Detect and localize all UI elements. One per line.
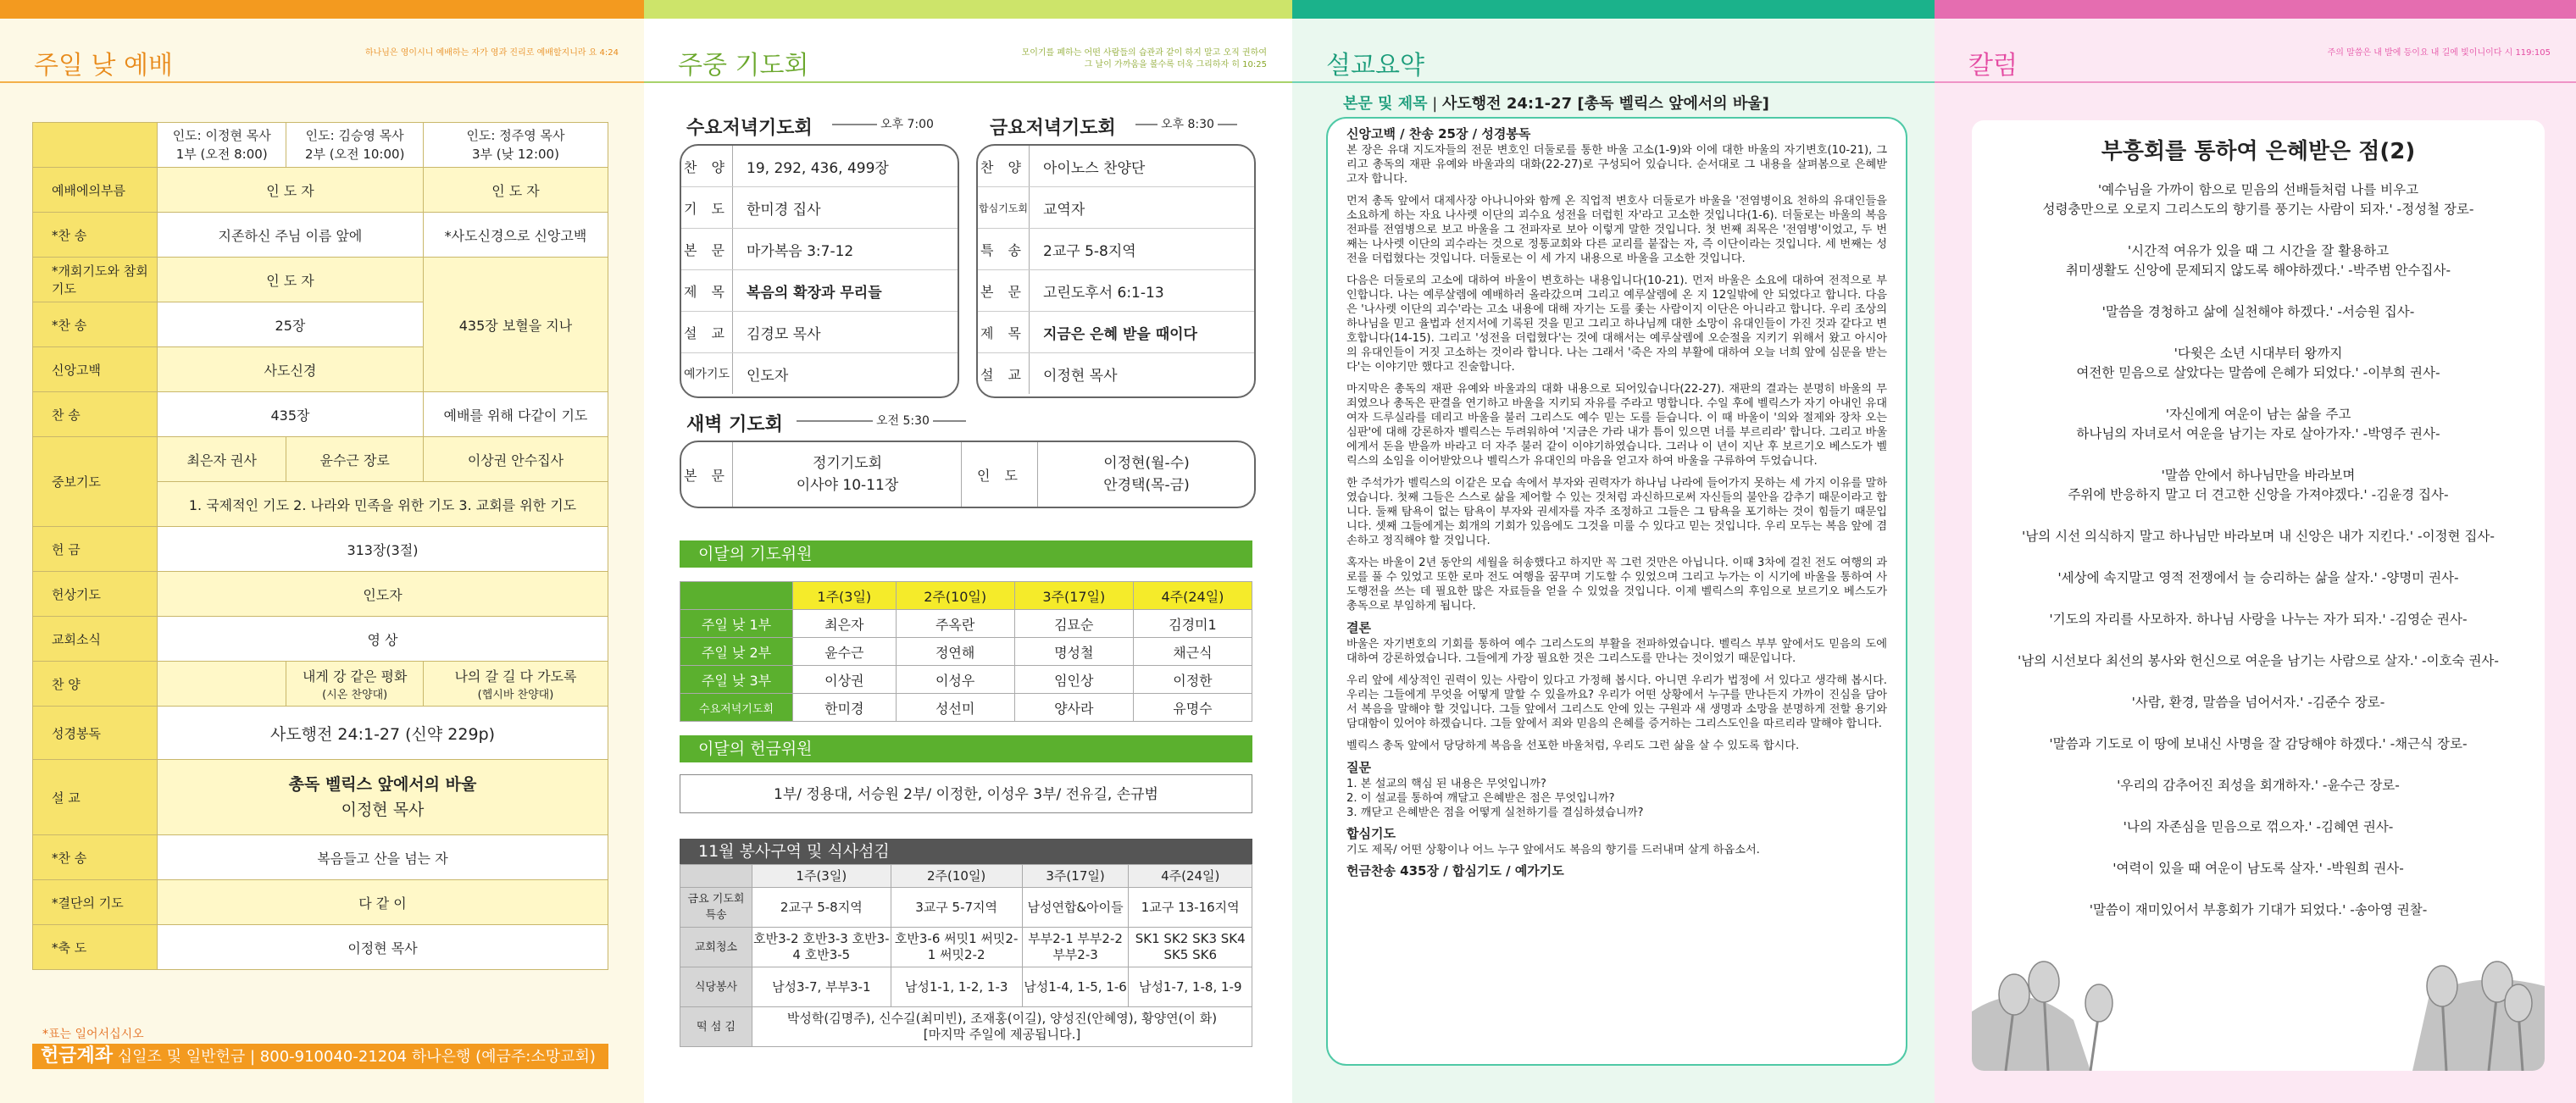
- table-row: 1주(3일) 2주(10일) 3주(17일) 4주(24일): [680, 865, 1252, 888]
- testimony-item: '나의 자존심을 믿음으로 꺾으자.' -김혜연 권사-: [2123, 819, 2394, 834]
- table-row: *찬 송 지존하신 주님 이름 앞에 *사도신경으로 신앙고백: [33, 213, 608, 258]
- column-panel: [1935, 0, 2576, 1103]
- sermon-heading: 본문 및 제목 | 사도행전 24:1-27 [총독 벨릭스 앞에서의 바울]: [1343, 95, 1769, 113]
- table-row: 예배에의부름 인 도 자 인 도 자: [33, 168, 608, 213]
- panel-topbar: [0, 0, 644, 19]
- table-row: 성경봉독 사도행전 24:1-27 (신약 229p): [33, 707, 608, 760]
- table-row: 중보기도 최은자 권사 윤수근 장로 이상권 안수집사: [33, 437, 608, 482]
- prayer-committee-title: 이달의 기도위원: [680, 540, 1252, 568]
- dawn-title: 새벽 기도회: [686, 414, 783, 435]
- divider: [0, 81, 644, 83]
- prayer-committee-table: [680, 581, 1252, 722]
- offering-committee-title: 이달의 헌금위원: [680, 735, 1252, 762]
- table-row: 교회청소 호반3-2 호반3-3 호반3-4 호반3-5 호반3-6 써밋1 써밋2-1 써밋2-2 부부2-1 부부2-2 부부2-3 SK1 SK2 SK3 SK4 SK5 SK6: [680, 928, 1252, 967]
- table-row: *개회기도와 참회기도 인 도 자 435장 보혈을 지나: [33, 258, 608, 302]
- table-row: 헌상기도 인도자: [33, 572, 608, 617]
- service-1-header: 인도: 이정현 목사 1부 (오전 8:00): [158, 123, 286, 168]
- table-row: 주일 낮 2부 윤수근 정연해 명성철 채근식: [680, 638, 1252, 666]
- testimony-item: '말씀과 기도로 이 땅에 보내신 사명을 잘 감당해야 하겠다.' -채근식 장로-: [2049, 736, 2468, 751]
- testimony-item: '기도의 자리를 사모하자. 하나님 사랑을 나누는 자가 되자.' -김영순 권사-: [2049, 612, 2468, 627]
- table-row: 신앙고백 사도신경: [33, 347, 608, 392]
- testimony-item: '예수님을 가까이 함으로 믿음의 선배들처럼 나를 비우고 성령충만으로 오로지 그리스도의 향기를 풍기는 사람이 되자.' -정성철 장로-: [2042, 182, 2474, 217]
- service-schedule-table: [680, 864, 1252, 1047]
- service-schedule-title: 11월 봉사구역 및 식사섬김: [680, 839, 1252, 864]
- service-3-header: 인도: 정주영 목사 3부 (낮 12:00): [423, 123, 608, 168]
- table-row: [33, 123, 608, 168]
- sermon-summary-panel: [1292, 0, 1935, 1103]
- tulip-illustration: [1972, 910, 2545, 1071]
- panel-title: 칼럼: [1968, 51, 2018, 80]
- sermon-summary-box: 신앙고백 / 찬송 25장 / 성경봉독 본 장은 유대 지도자들의 전문 변호인 더둘로를 통한 바울 고소(1-9)와 이에 대한 바울의 자기변호(10-21), 그리고 총독의 재판 유예와 바울과의 대화(22-27)로 구성되어 있습니다. 순서대로 그 내용을 살펴봄으로 은혜받고자 합니다. 먼저 총독 앞에서 대제사장 아나니아와 함께 온 직업적 변호사 더둘로가 바울을 '전염병이요 천하의 유대인들을 소요하게 하는 자요 나사렛 이단의 괴수요 성전을 더럽힌 자'라고 고소한 것입니다(1-6). 더둘로는 바울의 복음 전파를 전염병으로 보고 바울을 그 전파자로 보아 이렇게 말한 것입니다. 첫 번째 죄목은 '전염병'이었고, 두 번째는 나사렛 이단의 괴수라는 것으로 정통교회와 다른 교리를 붙잡는 자, 즉 이단이라는 것입니다. 세 번째는 성전을 더럽혔다는 것입니다. 더둘로는 이 세 가지 내용으로 바울을 고소한 것입니다. 다음은 더둘로의 고소에 대하여 바울이 변호하는 내용입니다(10-21). 먼저 바울은 소요에 대하여 전적으로 부인합니다. 나는 예루살렘에 예배하러 올라갔으며 그리고 예루살렘에 온 지 12일밖에 안 되었다고 합니다. 다음은 '나사렛 이단의 괴수'라는 고소 내용에 대해 자기는 도를 좇는 사람이지 이단은 아니라고 합니다. 우리 조상의 하나님을 믿고 율법과 선지서에 기록된 것을 믿고 그리고 하나님께 대한 소망이 유대인들이 가진 것과 같다고 변호합니다(14-15). 그리고 '성전을 더럽혔다'는 것에 대해서는 예루살렘에 오순절을 지키기 위해서 왔고 아시아의 유대인들이 거짓 고소하는 것이라 합니다. 나는 그래서 '죽은 자의 부활에 대하여 오늘 너희 앞에 심문을 받는다'는 이야기만 했다고 진술합니다. 마지막은 총독의 재판 유예와 바울과의 대화 내용으로 되어있습니다(22-27). 재판의 결과는 분명히 바울의 무죄였으나 총독은 판결을 연기하고 바울을 지키되 자유를 주라고 명합니다. 수일 후에 벨릭스가 자기 아내인 유대 여자 드루실라를 데리고 바울을 불러 그리스도 예수 믿는 도를 듣습니다. 이 때 바울이 '의와 절제와 장차 오는 심판'에 대해 강론하자 벨릭스는 두려워하여 '지금은 가라 내가 틈이 있으면 너를 부르리라' 합니다. 그리고 바울에게서 돈을 받을까 바라고 더 자주 불러 같이 이야기하였습니다. 그러나 이 년이 지난 후 보르기오 베스도가 벨릭스의 소임을 이어받았으나 벨릭스가 유대인의 마음을 얻고자 하여 바울을 구류하여 두었습니다. 한 주석가가 벨릭스의 이같은 모습 속에서 부자와 권력자가 하나님 나라에 들어가지 못하는 세 가지 이유를 말하였습니다. 첫째 그들은 스스로 삶을 제어할 수 있는 것처럼 과신하므로써 자신들의 불안을 감추기 때문이라고 합니다. 둘째 탐욕이 없는 탐욕이 부자와 권세자를 자주 조정하고 그들은 그 탐욕을 포기하는 것이 힘들기 때문입니다. 셋째 그들에게는 회개의 기회가 있음에도 그것을 미룰 수 있다고 믿는 것입니다. 우리 모두는 복음 앞에 겸손하고 정직해야 할 것입니다. 혹자는 바울이 2년 동안의 세월을 허송했다고 하지만 꼭 그런 것만은 아닙니다. 이때 3차에 걸친 전도 여행의 과로를 풀 수 있었고 또한 로마 전도 여행을 꿈꾸며 기도할 수 있었으며 그리고 누가는 이 시기에 바울을 통하여 사도행전을 쓰는 데 필요한 많은 자료들을 얻을 수 있었을 것입니다. 이제 벨릭스의 후임으로 보르기오 베스도가 총독으로 부임하게 됩니다. 결론 바울은 자기변호의 기회를 통하여 예수 그리스도의 부활을 전파하였습니다. 벨릭스 부부 앞에서도 믿음의 도에 대하여 강론하였습니다. 그들에게 가장 필요한 것은 그리스도를 만나는 것이었기 때문입니다. 우리 앞에 세상적인 권력이 있는 사람이 있다고 가정해 봅시다. 아니면 우리가 법정에 서 있다고 생각해 봅시다. 우리는 그들에게 무엇을 어떻게 말할 수 있을까요? 우리가 어떤 상황에서 누구를 만나든지 가까이 진심을 담아서 복음을 말해야 할 것입니다. 그들 앞에서 그리스도 안에 있는 구원과 새 생명과 소망을 분명하게 전할 용기와 담대함이 있어야 하겠습니다. 그들 앞에서 죄와 믿음의 은혜를 증거하는 그리스도인을 따르리라 말해야 합니다. 벨릭스 총독 앞에서 당당하게 복음을 선포한 바울처럼, 우리도 그런 삶을 살 수 있도록 합시다. 질문 1. 본 설교의 핵심 된 내용은 무엇입니까? 2. 이 설교를 통하여 깨달고 은혜받은 점은 무엇입니까? 3. 깨닫고 은혜받은 점을 어떻게 실천하기를 결심하셨습니까? 합심기도 기도 제목/ 어떤 상황이나 어느 누구 앞에서도 복음의 향기를 드러내며 살게 하옵소서. 헌금찬송 435장 / 합심기도 / 예가기도: [1326, 117, 1907, 1066]
- fri-title: 금요저녁기도회: [990, 118, 1116, 139]
- wed-box: 찬 양 19, 292, 436, 499장 기 도 한미경 집사 본 문 마가복음 3:7-12 제 목 복음의 확장과 무리들 설 교 김경모 목사 예가기도 인도자: [680, 144, 959, 398]
- column-box: [1972, 120, 2545, 1071]
- fri-time: 오후 8:30: [1158, 115, 1218, 132]
- table-row: *찬 송 복음들고 산을 넘는 자: [33, 835, 608, 880]
- dawn-time: 오전 5:30: [873, 412, 933, 429]
- divider: [644, 81, 1292, 83]
- panel-verse: 하나님은 영이시니 예배하는 자가 영과 진리로 예배할지니라 요 4:24: [364, 48, 619, 58]
- testimony-item: '세상에 속지말고 영적 전쟁에서 늘 승리하는 삶을 살자.' -양명미 권사-: [2057, 570, 2459, 585]
- testimony-item: '남의 시선보다 최선의 봉사와 헌신으로 여운을 남기는 사람으로 살자.' -이호숙 권사-: [2017, 653, 2500, 668]
- panel-title: 주중 기도회: [678, 51, 809, 80]
- table-row: 헌 금 313장(3절): [33, 527, 608, 572]
- table-row: 1. 국제적인 기도 2. 나라와 민족을 위한 기도 3. 교회를 위한 기도: [33, 482, 608, 527]
- panel-topbar: [1292, 0, 1935, 19]
- table-row: *찬 송 25장: [33, 302, 608, 347]
- table-row: 식당봉사 남성3-7, 부부3-1 남성1-1, 1-2, 1-3 남성1-4, 1-5, 1-6 남성1-7, 1-8, 1-9: [680, 967, 1252, 1007]
- table-row: *축 도 이정현 목사: [33, 925, 608, 970]
- standing-note: *표는 일어서십시오: [42, 1028, 144, 1041]
- table-row: *결단의 기도 다 같 이: [33, 880, 608, 925]
- worship-order-panel: [0, 0, 644, 1103]
- service-2-header: 인도: 김승영 목사 2부 (오전 10:00): [286, 123, 423, 168]
- panel-topbar: [1935, 0, 2576, 19]
- testimony-item: '자신에게 여운이 남는 삶을 주고 하나님의 자녀로서 여운을 남기는 자로 살아가자.' -박영주 권사-: [2076, 407, 2440, 441]
- testimony-item: '시간적 여유가 있을 때 그 시간을 잘 활용하고 취미생활도 신앙에 문제되지 않도록 해야하겠다.' -박주범 안수집사-: [2065, 243, 2451, 278]
- table-row: 떡 섬 김 박성학(김명주), 신수길(최미빈), 조재홍(이길), 양성진(안혜영), 황양연(이 화) [마지막 주일에 제공됩니다.]: [680, 1007, 1252, 1047]
- testimony-item: '여력이 있을 때 여운이 남도록 살자.' -박원희 권사-: [2112, 861, 2404, 876]
- panel-title: 주일 낮 예배: [34, 51, 173, 80]
- table-row: 찬 송 435장 예배를 위해 다같이 기도: [33, 392, 608, 437]
- weekday-prayer-panel: [644, 0, 1292, 1103]
- worship-order-table: [32, 122, 608, 970]
- testimony-item: '사람, 환경, 말씀을 넘어서자.' -김준수 장로-: [2131, 695, 2385, 710]
- divider: [1292, 81, 1935, 83]
- testimony-list: [1972, 180, 2545, 920]
- testimony-item: '다윗은 소년 시대부터 왕까지 여전한 믿음으로 살았다는 말씀에 은혜가 되었다.' -이부희 권사-: [2076, 346, 2440, 380]
- panel-topbar: [644, 0, 1292, 19]
- table-row: 주일 낮 1부 최은자 주옥란 김묘순 김경미1: [680, 610, 1252, 638]
- account-bar: 헌금계좌 십일조 및 일반헌금 | 800-910040-21204 하나은행 (예금주:소망교회): [32, 1044, 608, 1069]
- testimony-item: '우리의 감추어진 죄성을 회개하자.' -윤수근 장로-: [2117, 778, 2400, 793]
- divider: [1935, 81, 2576, 83]
- table-row: 교회소식 영 상: [33, 617, 608, 662]
- panel-verse: 모이기를 폐하는 어떤 사람들의 습관과 같이 하지 말고 오직 권하여 그 날이 가까움을 볼수록 더욱 그리하자 히 10:25: [1021, 48, 1267, 69]
- table-row: 찬 양 내게 강 같은 평화 (시온 찬양대) 나의 갈 길 다 가도록 (헵시바 찬양대): [33, 662, 608, 707]
- testimony-item: '말씀이 재미있어서 부흥회가 기대가 되었다.' -송아영 권찰-: [2089, 902, 2428, 917]
- wed-title: 수요저녁기도회: [686, 118, 813, 139]
- table-row: 1주(3일) 2주(10일) 3주(17일) 4주(24일): [680, 582, 1252, 610]
- table-row: 주일 낮 3부 이상권 이성우 임인상 이정한: [680, 666, 1252, 694]
- offering-committee-names: 1부/ 정용대, 서승원 2부/ 이정한, 이성우 3부/ 전유길, 손규범: [680, 774, 1252, 813]
- testimony-item: '말씀 안에서 하나님만을 바라보며 주위에 반응하지 말고 더 견고한 신앙을 가져야겠다.' -김윤경 집사-: [2068, 468, 2449, 502]
- testimony-item: '말씀을 경청하고 삶에 실천해야 하겠다.' -서승원 집사-: [2101, 304, 2415, 319]
- fri-box: 찬 양 아이노스 찬양단 합심기도회 교역자 특 송 2교구 5-8지역 본 문 고린도후서 6:1-13 제 목 지금은 은혜 받을 때이다 설 교 이정현 목사: [976, 144, 1256, 398]
- table-row: 수요저녁기도회 한미경 성선미 양사라 유명수: [680, 694, 1252, 722]
- dawn-box: 본 문 정기기도회 이사야 10-11장 인 도 이정현(월-수) 안경택(목-금): [680, 441, 1256, 508]
- table-row: 금요 기도회 특송 2교구 5-8지역 3교구 5-7지역 남성연합&아이들 1교구 13-16지역: [680, 888, 1252, 928]
- column-heading: 부흥회를 통하여 은혜받은 점(2): [2101, 139, 2416, 164]
- testimony-item: '남의 시선 의식하지 말고 하나님만 바라보며 내 신앙은 내가 지킨다.' -이정현 집사-: [2022, 529, 2495, 544]
- wed-time: 오후 7:00: [877, 115, 937, 132]
- panel-title: 설교요약: [1326, 51, 1424, 80]
- panel-verse: 주의 말씀은 내 발에 등이요 내 길에 빛이니이다 시 119:105: [2327, 48, 2551, 58]
- table-row: 설 교 총독 벨릭스 앞에서의 바울 이정현 목사: [33, 760, 608, 835]
